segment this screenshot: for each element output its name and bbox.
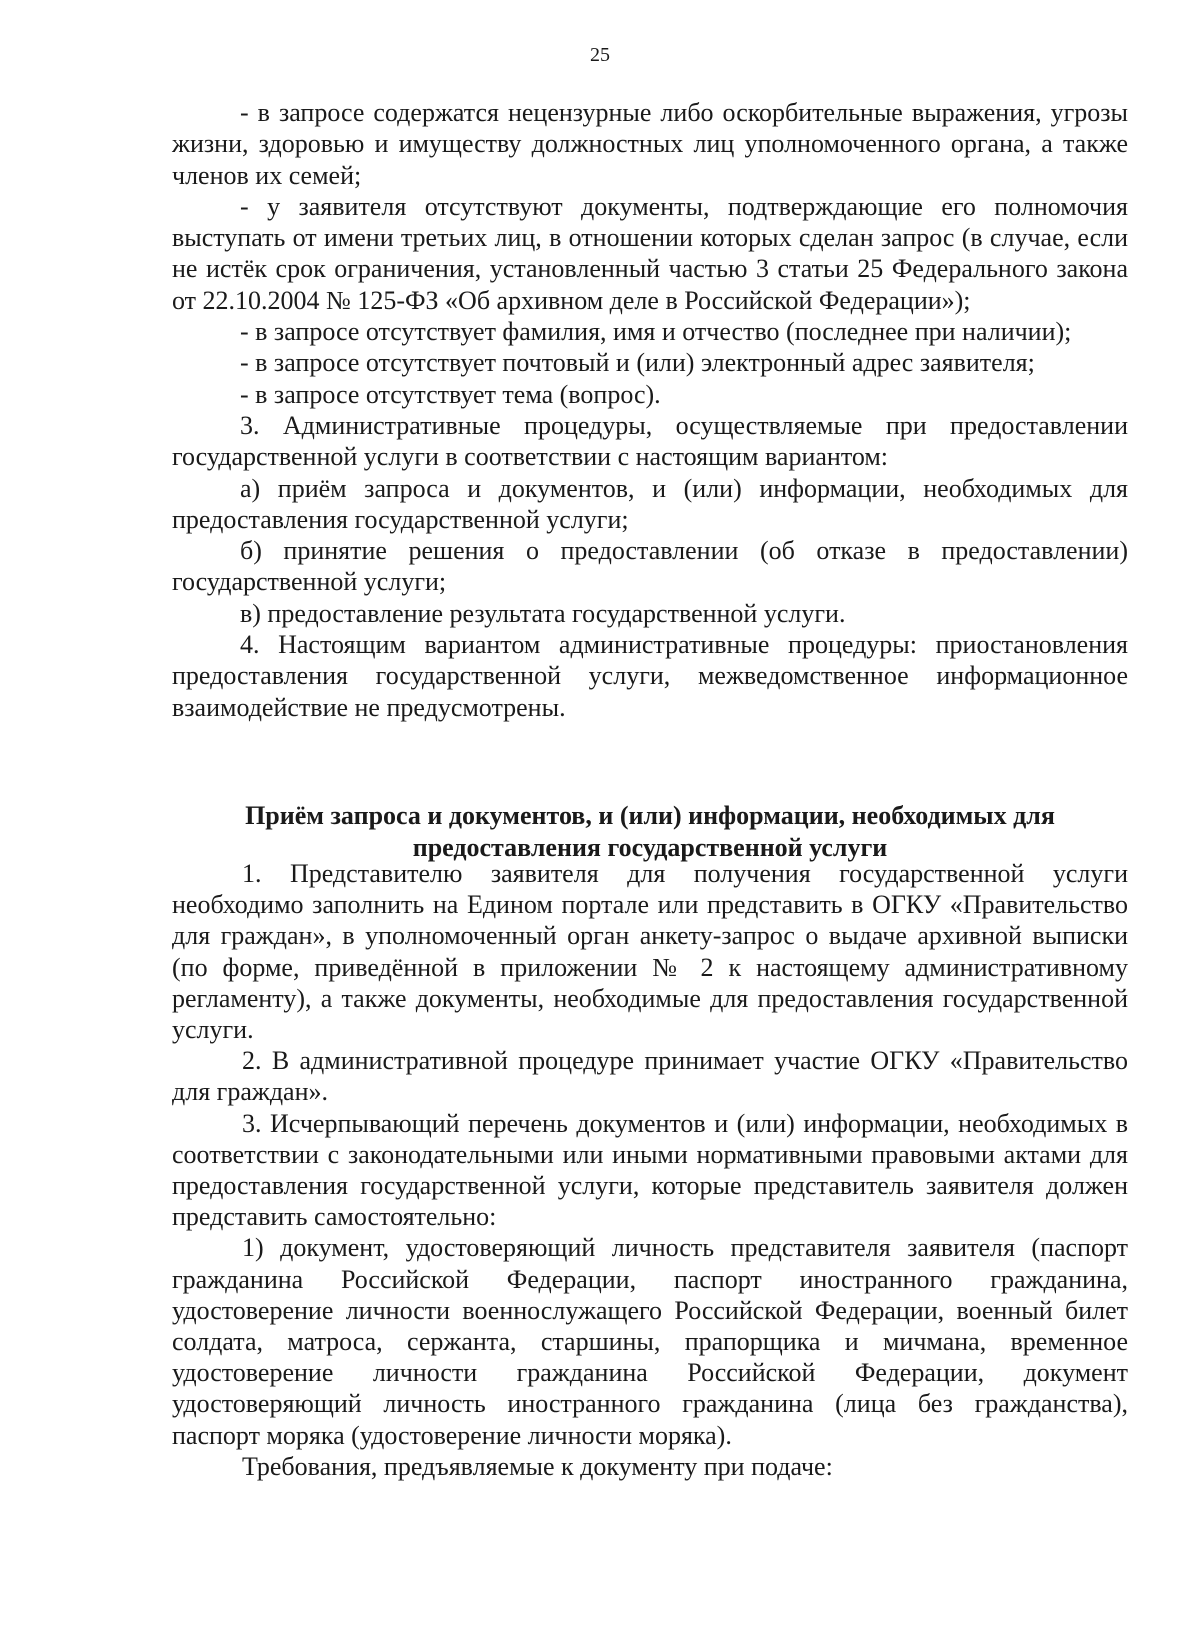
paragraph: 1) документ, удостоверяющий личность представителя заявителя (паспорт гражданина Российской Федерации, паспорт иностранного гражданина, удостоверение личности военнослужащего Российской Федерации, военный билет солдата, матроса, сержанта, старшины, прапорщика и мичмана, временное удостоверение личности гражданина Российской Федерации, документ удостоверяющий личность иностранного гражданина (лица без гражданства), паспорт моряка (удостоверение личности моряка).: [172, 1233, 1128, 1450]
paragraph: 1. Представителю заявителя для получения государственной услуги необходимо заполнить на Едином портале или представить в ОГКУ «Правительство для граждан», в уполномоченный орган анкету-запрос о выдаче архивной выписки (по форме, приведённой в приложении № 2 к настоящему административному регламенту), а также документы, необходимые для предоставления государственной услуги.: [172, 859, 1128, 1045]
paragraph: а) приём запроса и документов, и (или) информации, необходимых для предоставления государственной услуги;: [172, 473, 1128, 534]
section-heading: [172, 800, 1128, 864]
text-block-top: [172, 97, 1128, 723]
heading-line: предоставления государственной услуги: [412, 833, 888, 862]
heading-line: Приём запроса и документов, и (или) информации, необходимых для: [245, 801, 1055, 830]
paragraph: в) предоставление результата государственной услуги.: [240, 598, 846, 628]
paragraph: 4. Настоящим вариантом административные процедуры: приостановления предоставления государственной услуги, межведомственное информационное взаимодействие не предусмотрены.: [172, 630, 1128, 722]
paragraph: 3. Исчерпывающий перечень документов и (или) информации, необходимых в соответствии с законодательными или иными нормативными правовыми актами для предоставления государственной услуги, которые представитель заявителя должен представить самостоятельно:: [172, 1108, 1128, 1232]
paragraph: 2. В административной процедуре принимает участие ОГКУ «Правительство для граждан».: [172, 1046, 1128, 1107]
paragraph: - у заявителя отсутствуют документы, подтверждающие его полномочия выступать от имени третьих лиц, в отношении которых сделан запрос (в случае, если не истёк срок ограничения, установленный частью 3 статьи 25 Федерального закона от 22.10.2004 № 125-ФЗ «Об архивном деле в Российской Федерации»);: [172, 191, 1128, 315]
paragraph: - в запросе содержатся нецензурные либо оскорбительные выражения, угрозы жизни, здоровью и имуществу должностных лиц уполномоченного органа, а также членов их семей;: [172, 98, 1128, 190]
text-block-bottom: [172, 858, 1128, 1482]
paragraph: - в запросе отсутствует тема (вопрос).: [240, 379, 661, 409]
paragraph: - в запросе отсутствует почтовый и (или) электронный адрес заявителя;: [240, 348, 1035, 378]
paragraph: б) принятие решения о предоставлении (об отказе в предоставлении) государственной услуги;: [172, 536, 1128, 597]
paragraph: Требования, предъявляемые к документу при подаче:: [242, 1451, 833, 1481]
paragraph: - в запросе отсутствует фамилия, имя и отчество (последнее при наличии);: [240, 317, 1072, 347]
paragraph: 3. Административные процедуры, осуществляемые при предоставлении государственной услуги в соответствии с настоящим вариантом:: [172, 410, 1128, 472]
page-number: 25: [590, 44, 610, 66]
